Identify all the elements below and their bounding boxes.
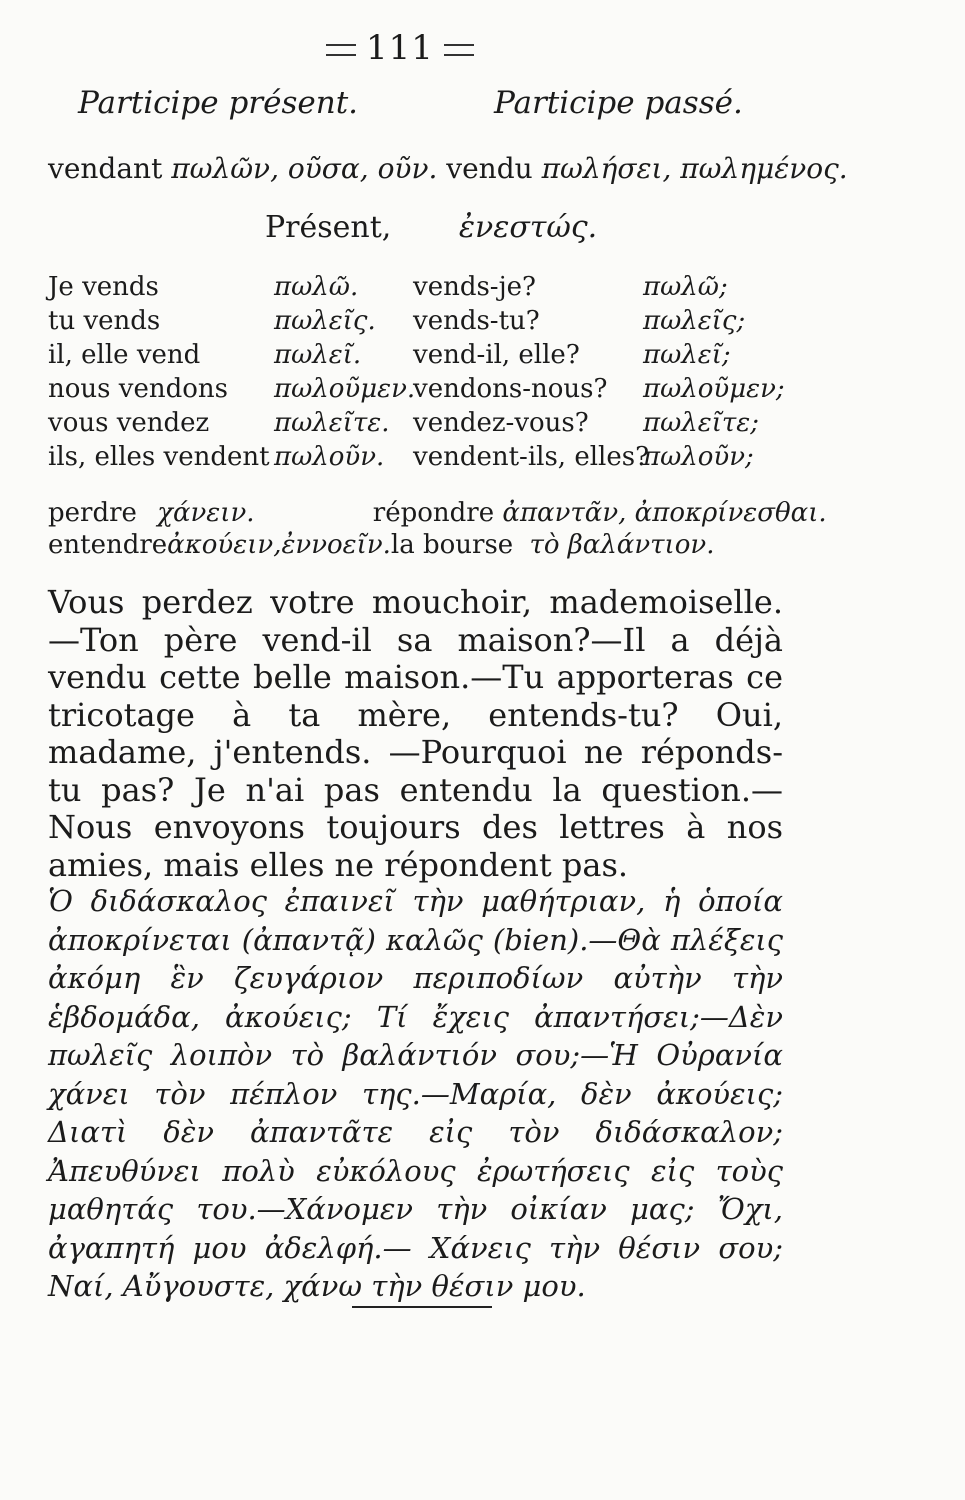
vocab-word-gr: ἀπαντᾶν, ἀποκρίνεσθαι. [502,498,827,528]
vocab-word-fr: entendre [48,530,168,560]
conjugation-row [48,374,785,408]
conj-question-gr: πωλεῖ; [643,340,731,370]
vocab-word-gr: χάνειν. [157,498,255,528]
conj-gr: πωλεῖς. [274,306,376,336]
conj-gr: πωλεῖ. [274,340,362,370]
vocabulary-line-2 [48,530,714,560]
section-title [265,210,597,245]
vocab-word-fr: répondre [372,498,495,528]
conjugation-row [48,306,768,340]
past-participle-fr: vendu [446,152,533,185]
page-number-ornament-right [444,44,474,56]
exercise-french: Vous perdez votre mouchoir, mademoiselle.—Ton père vend-il sa maison?—Il a déjà vendu cette belle maison.—Tu apporteras ce tricotage à ta mère, entends-tu? Oui, madame, j'entends. —Pourquoi ne réponds-tu pas? Je n'ai pas entendu la question.—Nous envoyons toujours des lettres à nos amies, mais elles ne répondent pas. [48,583,783,884]
present-participle-fr: vendant [48,152,163,185]
conj-question-fr: vends-je? [413,272,536,302]
conj-gr: πωλεῖτε. [274,408,390,438]
exercise-greek: Ὁ διδάσκαλος ἐπαινεῖ τὴν μαθήτριαν, ἡ ὁποία ἀποκρίνεται (ἀπαντᾷ) καλῶς (bien).—Θὰ πλέξεις ἀκόμη ἓν ζευγάριον περιποδίων αὐτὴν τὴν ἑβδομάδα, ἀκούεις; Τί ἔχεις ἀπαντήσει;—Δὲν πωλεῖς λοιπὸν τὸ βαλάντιόν σου;—Ἡ Οὐρανία χάνει τὸν πέπλον της.—Μαρία, δὲν ἀκούεις; Διατὶ δὲν ἀπαντᾶτε εἰς τὸν διδάσκαλον; Ἀπευθύνει πολὺ εὐκόλους ἐρωτήσεις εἰς τοὺς μαθητάς του.—Χάνομεν τὴν οἰκίαν μας; Ὄχι, ἀγαπητή μου ἀδελφή.— Χάνεις τὴν θέσιν σου; Ναί, Αὔγουστε, χάνω τὴν θέσιν μου. [48,884,783,1303]
conj-question-fr: vends-tu? [413,306,540,336]
conj-gr: πωλοῦν. [274,442,385,472]
conj-fr: ils, elles vendent [48,442,270,472]
page-number-text: 111 [366,28,434,68]
conj-question-fr: vendent-ils, elles? [413,442,650,472]
vocab-word-fr: la bourse [390,530,514,560]
conj-fr: vous vendez [48,408,210,438]
heading-present-participle: Participe présent. [78,85,358,121]
conj-question-gr: πωλεῖτε; [643,408,760,438]
vocabulary-line-1 [48,498,827,528]
vocab-word-gr: τὸ βαλάντιον. [529,530,715,560]
conj-question-gr: πωλῶ; [643,272,728,302]
conj-question-gr: πωλοῦμεν; [643,374,785,404]
conj-fr: Je vends [48,272,159,302]
conjugation-row [48,272,768,306]
conj-fr: tu vends [48,306,161,336]
page-number-ornament-left [326,44,356,56]
past-participle-gr: πωλήσει, πωλημένος. [541,152,848,185]
vocab-word-fr: perdre [48,498,137,528]
section-title-fr: Présent, [265,210,392,245]
conj-fr: nous vendons [48,374,228,404]
present-participle-gr: πωλῶν, οῦσα, οῦν. [171,152,438,185]
heading-past-participle: Participe passé. [494,85,743,121]
closing-rule [352,1306,492,1308]
page-number [0,28,800,68]
conjugation-row [48,340,768,374]
conj-question-gr: πωλεῖς; [643,306,746,336]
conjugation-row [48,408,768,442]
vocab-word-gr: ἀκούειν,ἐννοεῖν. [167,530,391,560]
conj-gr: πωλοῦμεν. [274,374,416,404]
conj-question-fr: vendons-nous? [413,374,608,404]
conjugation-row [48,442,768,476]
section-title-gr: ἐνεστώς. [458,210,598,245]
conj-question-fr: vendez-vous? [413,408,589,438]
participles-line [48,152,848,185]
conj-question-gr: πωλοῦν; [643,442,754,472]
conj-gr: πωλῶ. [274,272,359,302]
conj-fr: il, elle vend [48,340,201,370]
conj-question-fr: vend-il, elle? [413,340,580,370]
